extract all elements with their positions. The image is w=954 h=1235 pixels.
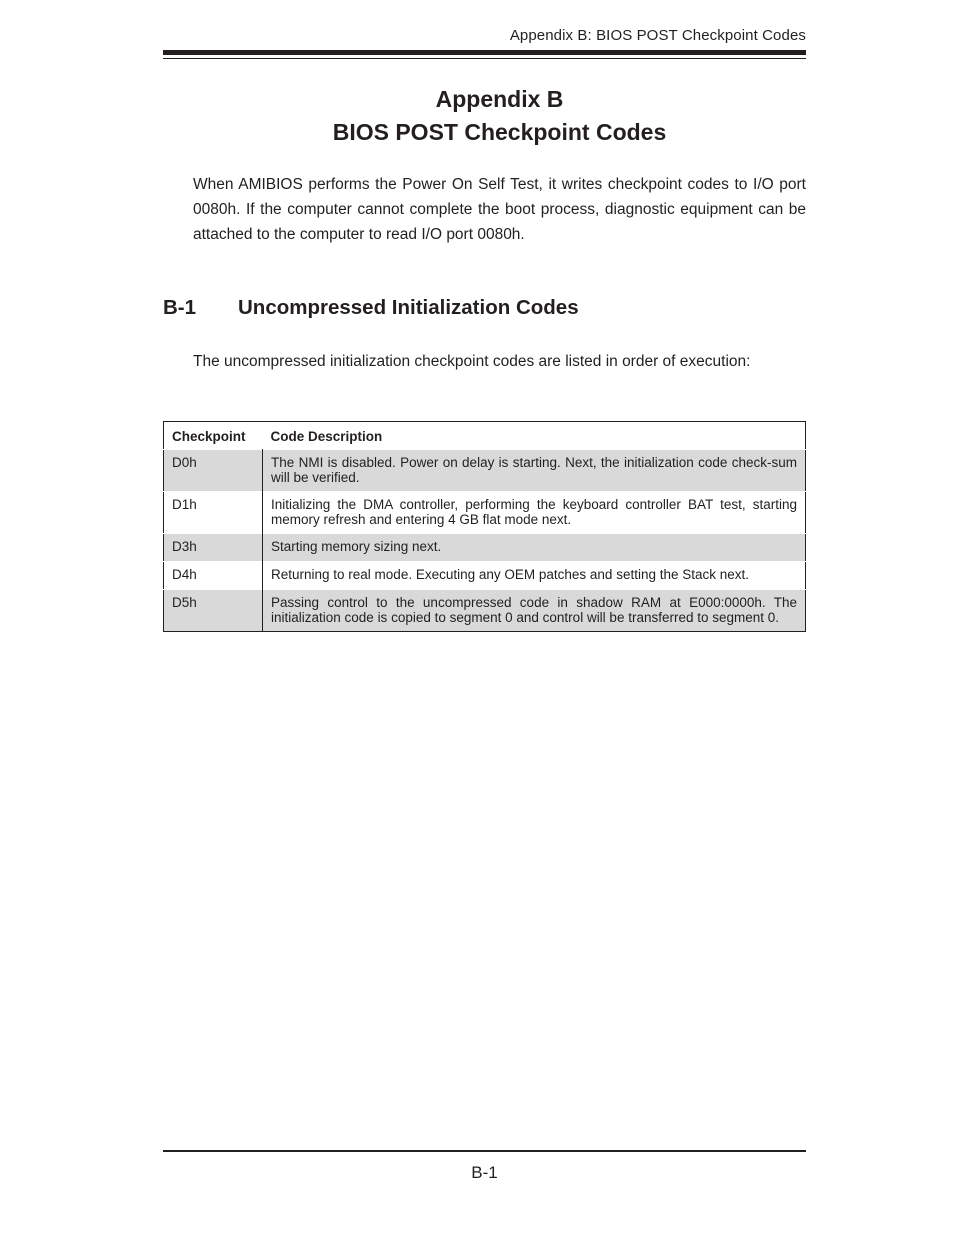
header-rule-thick <box>163 50 806 55</box>
checkpoint-cell: D0h <box>164 450 263 492</box>
chapter-title <box>163 83 836 149</box>
checkpoint-table <box>163 421 806 632</box>
checkpoint-cell: D3h <box>164 534 263 562</box>
chapter-title-line2: BIOS POST Checkpoint Codes <box>332 119 667 145</box>
chapter-title-line1: Appendix B <box>435 86 564 112</box>
page-number: B-1 <box>471 1163 498 1182</box>
section-heading <box>163 296 579 320</box>
table-row <box>164 534 806 562</box>
section-title: Uncompressed Initialization Codes <box>238 296 579 319</box>
section-intro: The uncompressed initialization checkpoint codes are listed in order of execution: <box>193 353 751 370</box>
description-cell: Initializing the DMA controller, performing the keyboard controller BAT test, starting memory refresh and entering 4 GB flat mode next. <box>263 492 806 534</box>
intro-paragraph: When AMIBIOS performs the Power On Self Test, it writes checkpoint codes to I/O port 0080h. If the computer cannot complete the boot process, diagnostic equipment can be attached to the computer to read I/O port 0080h. <box>193 176 806 243</box>
description-cell: Passing control to the uncompressed code in shadow RAM at E000:0000h. The initialization code is copied to segment 0 and control will be transferred to segment 0. <box>263 590 806 632</box>
section-number: B-1 <box>163 296 197 319</box>
checkpoint-cell: D1h <box>164 492 263 534</box>
checkpoint-cell: D4h <box>164 562 263 590</box>
running-header: Appendix B: BIOS POST Checkpoint Codes <box>509 27 806 44</box>
table-header-row <box>164 422 806 450</box>
column-header-checkpoint: Checkpoint <box>164 422 263 450</box>
description-cell: Returning to real mode. Executing any OEM patches and setting the Stack next. <box>263 562 806 590</box>
header-rule-thin <box>163 58 806 59</box>
table-row <box>164 492 806 534</box>
column-header-description: Code Description <box>263 422 806 450</box>
checkpoint-cell: D5h <box>164 590 263 632</box>
description-cell: Starting memory sizing next. <box>263 534 806 562</box>
table-row <box>164 562 806 590</box>
footer-rule <box>163 1150 806 1152</box>
table-row <box>164 450 806 492</box>
description-cell: The NMI is disabled. Power on delay is starting. Next, the initialization code check-sum will be verified. <box>263 450 806 492</box>
table-row <box>164 590 806 632</box>
